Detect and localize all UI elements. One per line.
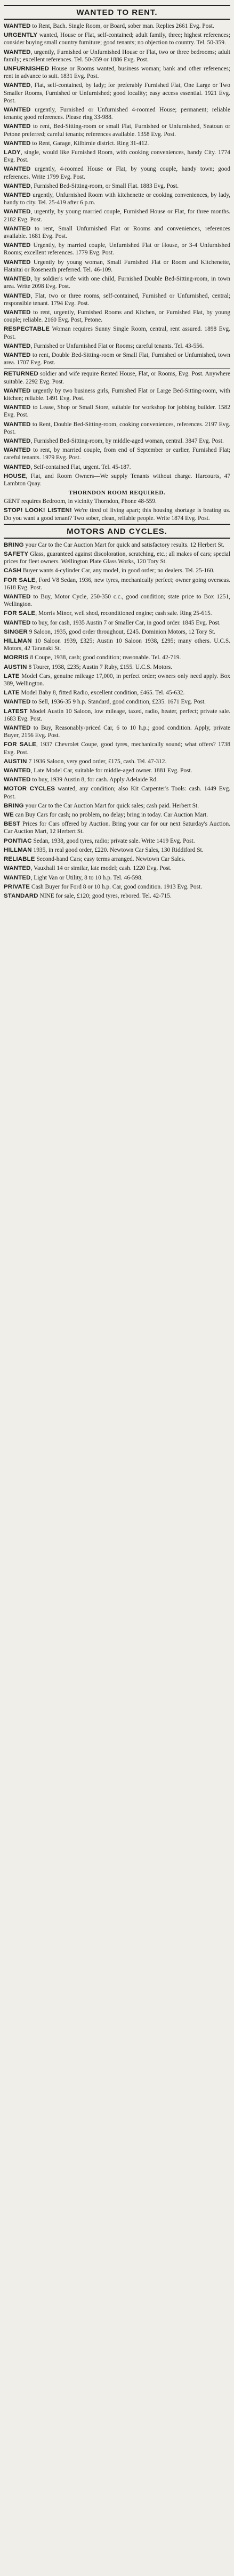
ad-lead-word: BRING xyxy=(4,802,24,809)
classified-ad xyxy=(4,82,230,105)
ad-body: to buy, for cash, 1935 Austin 7 or Smaller Car, in good order. 1845 Evg. Post. xyxy=(30,619,221,626)
classified-ad xyxy=(4,292,230,307)
classified-ad xyxy=(4,741,230,756)
ad-body: to Buy, Reasonably-priced Car, 6 to 10 h.p.; good condition. Apply, private Buyer, 2156 Evg. Post. xyxy=(4,725,230,739)
ad-lead-word: RETURNED xyxy=(4,371,38,378)
classified-ad xyxy=(4,437,230,445)
ad-list xyxy=(4,541,230,900)
classified-ad xyxy=(4,785,230,800)
ad-body: , Flat, self-contained, by lady; for preferably Furnished Flat, One Large or Two Smaller Rooms, Furnished or Unfurnished; good locality; easy access essential. 1921 Evg. Post. xyxy=(4,82,230,104)
ad-lead-word: WANTED xyxy=(4,49,31,55)
ad-lead-word: WANTED xyxy=(4,123,31,130)
classified-ad xyxy=(4,259,230,274)
classified-ad xyxy=(4,855,230,863)
ad-body: to buy, 1939 Austin 8, for cash. Apply Adelaide Rd. xyxy=(30,777,158,783)
ad-body: Cash Buyer for Ford 8 or 10 h.p. Car, good condition. 1913 Evg. Post. xyxy=(30,883,202,890)
classified-ad xyxy=(4,182,230,190)
ad-lead-word: WANTED xyxy=(4,342,31,349)
ad-body: House or Rooms wanted, business woman; bank and other references; rent in advance to suit. 1831 Evg. Post. xyxy=(4,66,230,80)
ad-lead-word: WANTED xyxy=(4,874,31,881)
divider xyxy=(4,368,230,369)
ad-body: Buyer wants 4-cylinder Car, any model, in good order; no dealers. Tel. 25-160. xyxy=(21,567,215,574)
classified-ad xyxy=(4,351,230,366)
ad-lead-word: HILLMAN xyxy=(4,638,32,645)
ad-body: Second-hand Cars; easy terms arranged. Newtown Car Sales. xyxy=(35,856,185,863)
ad-body: to Sell, 1936-35 9 h.p. Standard, good condition, £235. 1671 Evg. Post. xyxy=(30,699,206,706)
ad-lead-word: WANTED xyxy=(4,725,31,732)
ad-lead-word: WANTED xyxy=(4,209,31,215)
ad-body: urgently, Unfurnished Room with kitchenette or cooking conveniences, by lady, handy to city. Tel. 25-419 after 6 p.m. xyxy=(4,192,230,206)
ad-lead-word: AUSTIN xyxy=(4,758,27,765)
classified-ad xyxy=(4,708,230,723)
ad-lead-word: WANTED xyxy=(4,437,31,444)
classified-ad xyxy=(4,567,230,574)
ad-lead-word: WANTED xyxy=(4,242,31,249)
ad-lead-word: CASH xyxy=(4,567,22,574)
classified-ad xyxy=(4,387,230,402)
ad-list xyxy=(4,370,230,487)
ad-body: We're tired of living apart; this housing shortage is beating us. Do you want a good tenant? Two sober, clean, reliable people. Write 1874 Evg. Post. xyxy=(4,507,230,522)
classified-ad xyxy=(4,883,230,891)
ad-body: , urgently, by young married couple, Furnished House or Flat, for three months. 2182 Evg. Post. xyxy=(4,209,230,223)
ad-body: Prices for Cars offered by Auction. Bring your car for our next Saturday's Auction. Car Auction Mart, 12 Herbert St. xyxy=(4,821,230,835)
ad-body: can Buy Cars for cash; no problem, no delay; bring in today. Car Auction Mart. xyxy=(13,812,208,819)
ad-body: , by soldier's wife with one child, Furnished Double Bed-Sitting-room, in town area. Write 2098 Evg. Post. xyxy=(4,276,230,290)
ad-body: , Furnished Bed-Sitting-room, by middle-aged woman, central. 3847 Evg. Post. xyxy=(30,437,224,444)
classified-ad xyxy=(4,846,230,854)
ad-body: , Ford V8 Sedan, 1936, new tyres, mechanically perfect; owner going overseas. 1618 Evg. Post. xyxy=(4,577,231,591)
ad-lead-word: LATE xyxy=(4,673,20,679)
ad-lead-word: AUSTIN xyxy=(4,663,27,670)
ad-body: Woman requires Sunny Single Room, central, rent assured. 1898 Evg. Post. xyxy=(4,326,230,340)
classified-ad xyxy=(4,673,230,687)
ad-body: urgently by two business girls, Furnished Flat or Large Bed-Sitting-room, with kitchen; reliable. 1491 Evg. Post. xyxy=(4,387,230,402)
ad-body: 7 1936 Saloon, very good order, £175, cash. Tel. 47-312. xyxy=(27,758,167,765)
ad-lead-word: WANTED xyxy=(4,225,31,232)
ad-lead-word: WANTED xyxy=(4,463,31,470)
classified-ad xyxy=(4,507,230,522)
ad-body: to Rent, Double Bed-Sitting-room, cooking conveniences, references. 2197 Evg. Post. xyxy=(4,421,230,435)
classified-ad xyxy=(4,541,230,549)
ad-lead-word: MORRIS xyxy=(4,654,29,661)
ad-lead-word: WANTED xyxy=(4,351,31,358)
ad-body: 8 Tourer, 1938, £235; Austin 7 Ruby, £155. U.C.S. Motors. xyxy=(27,663,173,670)
ad-lead-word: WANTED xyxy=(4,447,31,454)
classified-ad xyxy=(4,31,230,46)
ad-lead-word: WANTED xyxy=(4,387,31,394)
classified-ad xyxy=(4,628,230,636)
ad-body: NINE for sale, £120; good tyres, rebored. Tel. 42-715. xyxy=(38,892,172,899)
ad-body: Sedan, 1938, good tyres, radio; private sale. Write 1419 Evg. Post. xyxy=(31,837,195,844)
ad-lead-word: WANTED xyxy=(4,777,31,783)
ad-body: , Furnished Bed-Sitting-room, or Small Flat. 1883 Evg. Post. xyxy=(30,182,179,189)
classified-ad xyxy=(4,421,230,436)
ad-lead-word: SINGER xyxy=(4,628,28,635)
ad-lead-word: RESPECTABLE xyxy=(4,326,50,333)
classified-ad xyxy=(4,65,230,80)
ad-body: 10 Saloon 1939, £325; Austin 10 Saloon 1938, £295; many others. U.C.S. Motors, 42 Taranaki St. xyxy=(4,638,230,652)
ad-body: , 1937 Chevrolet Coupe, good tyres, mechanically sound; what offers? 1738 Evg. Post. xyxy=(4,741,230,756)
ad-body: to Rent, Bach. Single Room, or Board, sober man. Replies 2661 Evg. Post. xyxy=(30,23,214,29)
ad-lead-word: WANTED xyxy=(4,182,31,189)
ad-lead-word: STANDARD xyxy=(4,892,38,899)
classified-ad xyxy=(4,191,230,206)
ad-body: to Lease, Shop or Small Store, suitable for workshop for jobbing builder. 1582 Evg. Post. xyxy=(4,404,230,419)
ad-lead-word: UNFURNISHED xyxy=(4,66,50,73)
classified-ad xyxy=(4,370,230,385)
ad-body: , Self-contained Flat, urgent. Tel. 45-187. xyxy=(30,463,131,470)
ad-lead-word: PRIVATE xyxy=(4,883,30,890)
ad-body: Urgently by young woman, Small Furnished Flat or Room and Kitchenette, Hataitai or Roseneath preferred. Tel. 46-109. xyxy=(4,259,230,273)
classified-ad xyxy=(4,309,230,324)
ad-lead-word: WE xyxy=(4,812,14,819)
classified-ad xyxy=(4,802,230,810)
ad-body: wanted, House or Flat, self-contained; adult family, three; highest references; consider buying small country furniture; good tenants; no objection to country. Tel. 50-359. xyxy=(4,32,230,46)
ad-body: , Morris Minor, well shod, reconditioned engine; cash sale. Ring 25-615. xyxy=(35,610,212,617)
ad-body: wanted, any condition; also Kit Carpenter's Tools: cash. 1449 Evg. Post. xyxy=(4,786,230,800)
ad-lead-word: WANTED xyxy=(4,259,31,266)
ad-body: , Light Van or Utility, 8 to 10 h.p. Tel. 46-598. xyxy=(30,874,143,881)
classified-ad xyxy=(4,610,230,617)
ad-lead-word: WANTED xyxy=(4,404,31,411)
classified-ad xyxy=(4,225,230,240)
ad-lead-word: WANTED xyxy=(4,82,31,89)
classified-ad xyxy=(4,550,230,565)
ad-lead-word: PONTIAC xyxy=(4,837,32,844)
classified-ad xyxy=(4,663,230,671)
section-heading: MOTORS AND CYCLES. xyxy=(4,524,230,539)
classified-ad xyxy=(4,865,230,872)
ad-lead-word: WANTED xyxy=(4,192,31,199)
ad-lead-word: WANTED xyxy=(4,107,31,114)
classified-ad xyxy=(4,637,230,652)
classified-ad xyxy=(4,275,230,290)
ad-body: to rent, Bed-Sitting-room or small Flat, Furnished or Unfurnished, Seatoun or Petone preferred; careful tenants; references available. 1358 Evg. Post. xyxy=(4,123,230,138)
classified-ad xyxy=(4,811,230,819)
section-heading: WANTED TO RENT. xyxy=(4,5,230,20)
classified-ad xyxy=(4,463,230,471)
ad-body: your Car to the Car Auction Mart for quick and satisfactory results. 12 Herbert St. xyxy=(23,541,224,548)
ad-body: , single, would like Furnished Room, with cooking conveniences, handy City. 1774 Evg. Post. xyxy=(4,149,230,164)
ad-body: , Late Model Car, suitable for middle-aged owner. 1881 Evg. Post. xyxy=(30,767,192,774)
ad-body: , urgently, Furnished or Unfurnished House or Flat, two or three bedrooms; adult family; excellent references. Tel. 50-359 or 1886 Evg. Post. xyxy=(4,49,230,63)
ad-body: urgently, Furnished or Unfurnished 4-roomed House; permanent; reliable tenants; good references. Please ring 33-988. xyxy=(4,107,230,121)
ad-lead-word: RELIABLE xyxy=(4,856,35,863)
classified-ad xyxy=(4,758,230,765)
ad-lead-word: WANTED xyxy=(4,865,31,872)
classified-ad xyxy=(4,698,230,706)
ad-body: to Buy, Motor Cycle, 250-350 c.c., good condition; state price to Box 1251, Wellington. xyxy=(4,594,230,608)
ad-body: to rent, urgently, Furnished Rooms and Kitchen, or Furnished Flat, by young couple; reliable. 2160 Evg. Post, Petone. xyxy=(4,309,230,324)
classified-ad xyxy=(4,837,230,845)
ad-lead-word: FOR SALE xyxy=(4,577,36,583)
classified-ad xyxy=(4,140,230,147)
ad-body: 8 Coupe, 1938, cash; good condition; reasonable. Tel. 42-719. xyxy=(28,654,181,661)
subheading: THORNDON ROOM REQUIRED. xyxy=(68,490,166,497)
classified-ad xyxy=(4,892,230,900)
ad-body: Glass, guaranteed against discoloration, scratching, etc.; all makes of cars; special prices for fleet owners. Wellington Plate Glass Works, 120 Tory St. xyxy=(4,550,230,565)
ad-lead-word: FOR SALE xyxy=(4,610,36,617)
ad-lead-word: LATEST xyxy=(4,708,28,715)
ad-lead-word: FOR SALE xyxy=(4,741,36,748)
ad-lead-word: LADY xyxy=(4,149,21,156)
ad-body: Model Austin 10 Saloon, low mileage, taxed, radio, heater, perfect; private sale. 1683 Evg. Post. xyxy=(4,708,230,722)
ad-body: soldier and wife require Rented House, Flat, or Rooms, Evg. Post. Anywhere suitable. 2292 Evg. Post. xyxy=(4,371,230,385)
classified-ad xyxy=(4,404,230,419)
classified-ad xyxy=(4,325,230,340)
ad-lead-word: WANTED xyxy=(4,276,31,283)
classified-ad xyxy=(4,123,230,138)
ad-body: , Vauxhall 14 or similar, late model; cash. 1220 Evg. Post. xyxy=(30,865,172,872)
ad-lead-word: WANTED xyxy=(4,767,31,774)
ad-lead-word: WANTED xyxy=(4,421,31,428)
ad-lead-word: WANTED xyxy=(4,594,31,600)
ad-lead-word: WANTED xyxy=(4,699,31,706)
ad-lead-word: WANTED xyxy=(4,309,31,316)
ad-lead-word: WANTED xyxy=(4,140,31,147)
ad-lead-word: WANTED xyxy=(4,23,31,29)
ad-lead-word: BEST xyxy=(4,821,21,828)
classified-ad xyxy=(4,165,230,180)
classified-ad xyxy=(4,874,230,882)
ad-body: , Flat, two or three rooms, self-contained, Furnished or Unfurnished, central; responsible tenant. 1794 Evg. Post. xyxy=(4,292,230,307)
classified-ad xyxy=(4,208,230,223)
classified-ad xyxy=(4,593,230,608)
ad-body: 1935, in real good order, £220. Newtown Car Sales, 130 Riddiford St. xyxy=(31,846,204,853)
classified-ad xyxy=(4,776,230,783)
classified-ad xyxy=(4,689,230,697)
classified-ad xyxy=(4,619,230,627)
ad-body: your Car to the Car Auction Mart for quick sales; cash paid. Herbert St. xyxy=(23,802,199,809)
classified-ad xyxy=(4,577,230,591)
ad-body: to rent, by married couple, from end of September or earlier, Furnished Flat; careful tenants. 1979 Evg. Post. xyxy=(4,447,230,461)
classified-ad xyxy=(4,767,230,774)
ad-lead-word: HOUSE xyxy=(4,473,26,479)
classified-ad xyxy=(4,724,230,739)
ad-body: to Rent, Garage, Kilbirnie district. Ring 31-412. xyxy=(30,140,149,147)
ad-lead-word: HILLMAN xyxy=(4,846,32,853)
ad-body: Urgently, by married couple, Unfurnished Flat or House, or 3-4 Unfurnished Rooms; excellent references. 1779 Evg. Post. xyxy=(4,242,230,257)
ad-lead-word: WANTED xyxy=(4,166,31,173)
ad-body: , Furnished or Unfurnished Flat or Rooms; careful tenants. Tel. 43-556. xyxy=(30,342,204,349)
ad-list xyxy=(4,22,230,366)
classified-ad xyxy=(4,149,230,164)
ad-body: urgently, 4-roomed House or Flat, by young couple, handy town; good references. Write 1799 Evg. Post. xyxy=(4,166,230,180)
ad-lead-word: MOTOR CYCLES xyxy=(4,786,55,793)
ad-body: Model Baby 8, fitted Radio, excellent condition, £465. Tel. 45-632. xyxy=(19,690,185,697)
ad-lead-word: URGENTLY xyxy=(4,32,38,39)
ad-body: , Flat, and Room Owners—We supply Tenants without charge. Harcourts, 47 Lambton Quay. xyxy=(4,473,230,487)
ad-lead-word: LATE xyxy=(4,690,20,697)
classified-ad xyxy=(4,446,230,461)
ad-lead-word: SAFETY xyxy=(4,550,29,557)
ad-lead-word: BRING xyxy=(4,541,24,548)
classified-ad xyxy=(4,242,230,257)
ad-body: Model Cars, genuine mileage 17,000, in perfect order; owners only need apply. Box 389, Wellington. xyxy=(4,673,230,687)
ad-body: to rent, Double Bed-Sitting-room or Small Flat, Furnished or Unfurnished, town area. 1707 Evg. Post. xyxy=(4,351,230,366)
classified-ad xyxy=(4,22,230,30)
classified-ad xyxy=(4,49,230,63)
classified-ad xyxy=(4,473,230,487)
classified-ad xyxy=(4,820,230,835)
ad-list xyxy=(4,507,230,522)
ad-lead-word: WANTED xyxy=(4,292,31,299)
ad-text: GENT requires Bedroom, in vicinity Thorndon, Phone 48-559. xyxy=(4,498,157,505)
ad-lead-word: WANTED xyxy=(4,619,31,626)
ad-lead-word: STOP! LOOK! LISTEN! xyxy=(4,507,72,514)
classified-ad xyxy=(4,342,230,350)
ad-body: 9 Saloon, 1935, good order throughout, £245. Dominion Motors, 12 Tory St. xyxy=(27,628,215,635)
classified-ad xyxy=(4,106,230,121)
ad-body: to rent, Small Unfurnished Flat or Rooms and conveniences, references available. 1681 Evg. Post. xyxy=(4,225,230,240)
classified-ad xyxy=(4,654,230,661)
